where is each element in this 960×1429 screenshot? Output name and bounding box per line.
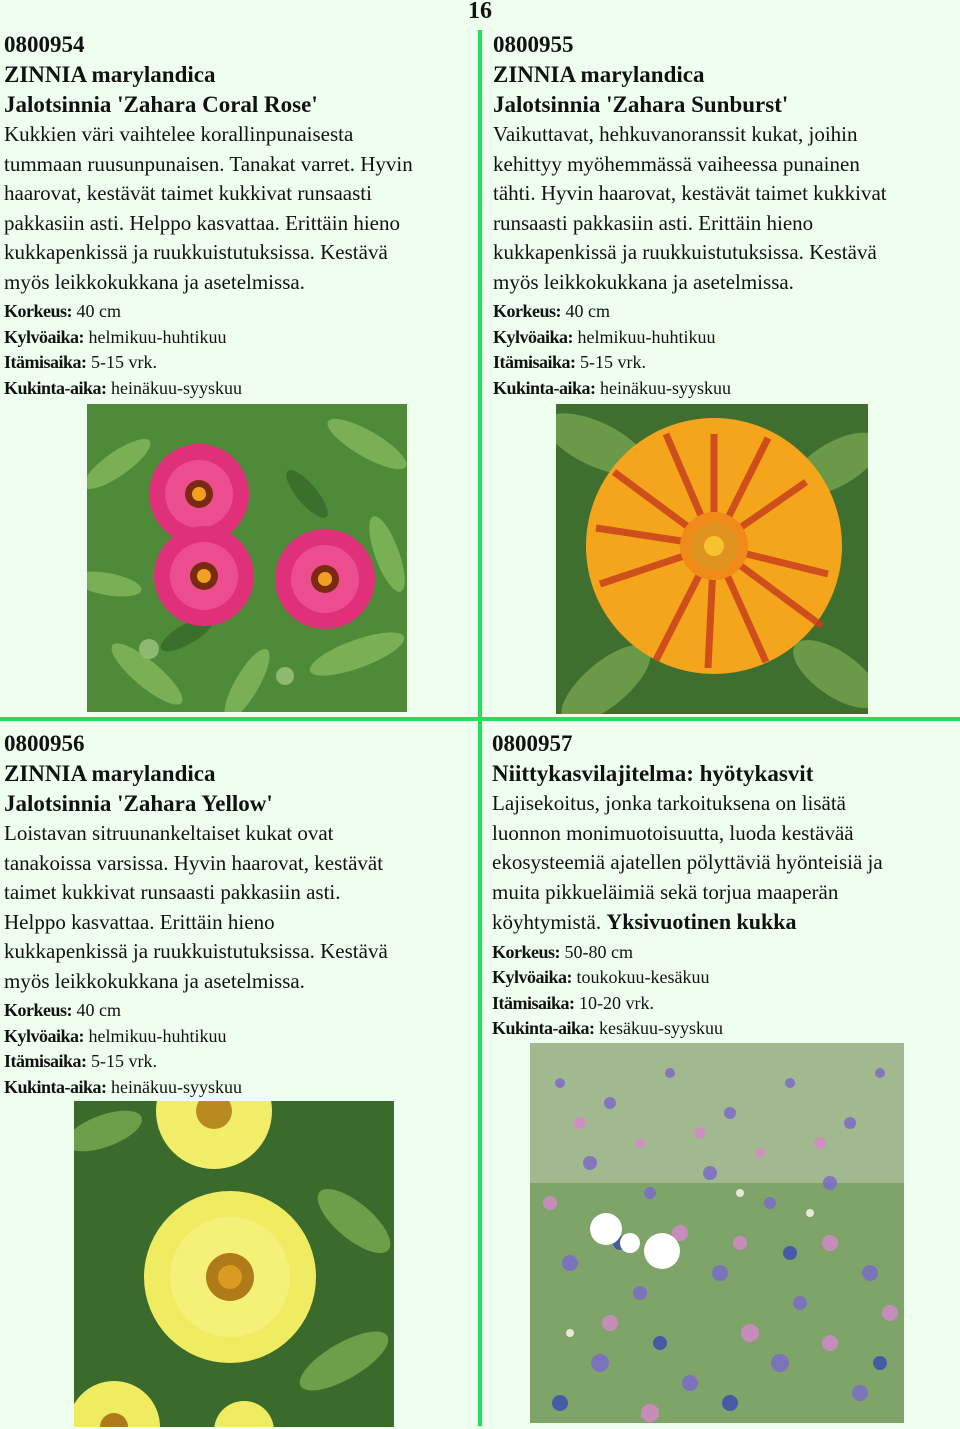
product-description: Loistavan sitruunankeltaiset kukat ovat tanakoissa varsissa. Hyvin haarovat, kestävät taimet kukkivat runsaasti pakkasiin asti. Helppo kasvattaa. Erittäin hieno kukkapenkissä ja ruukkuistutuksissa. Kestävä myös leikkokukkana ja asetelmissa. — [4, 821, 388, 993]
product-code: 0800954 — [4, 32, 85, 57]
product-card-0800955 — [493, 30, 960, 401]
spec-label: Kylvöaika: — [4, 1025, 85, 1046]
product-code: 0800957 — [492, 731, 573, 756]
spec-value: 50-80 cm — [560, 941, 633, 962]
product-card-0800957 — [492, 729, 960, 1042]
spec-value: 40 cm — [72, 1000, 121, 1020]
spec-list — [492, 940, 960, 1042]
spec-list — [4, 299, 474, 401]
spec-list — [493, 299, 960, 401]
spec-value: 10-20 vrk. — [574, 992, 655, 1013]
spec-label: Kukinta-aika: — [492, 1018, 595, 1038]
spec-sowing-time — [493, 325, 960, 351]
photo-zahara-yellow — [74, 1101, 394, 1427]
product-name: Jalotsinnia 'Zahara Sunburst' — [493, 92, 789, 117]
photo-wildflower-meadow — [530, 1043, 904, 1423]
product-card-0800954 — [4, 30, 474, 401]
product-card-0800956 — [4, 729, 474, 1100]
spec-label: Korkeus: — [492, 941, 560, 962]
spec-label: Itämisaika: — [4, 352, 87, 372]
spec-flowering-time — [4, 1075, 474, 1101]
spec-label: Kylvöaika: — [4, 326, 85, 347]
spec-flowering-time — [493, 376, 960, 402]
spec-height — [4, 998, 474, 1024]
spec-label: Kylvöaika: — [493, 326, 574, 347]
photo-zahara-sunburst — [556, 404, 868, 714]
spec-value: heinäkuu-syyskuu — [106, 1076, 243, 1097]
spec-value: 5-15 vrk. — [86, 352, 158, 372]
spec-value: helmikuu-huhtikuu — [84, 326, 227, 347]
spec-label: Korkeus: — [4, 301, 72, 321]
product-description — [492, 789, 960, 938]
spec-height — [4, 299, 474, 325]
spec-flowering-time — [4, 376, 474, 402]
product-genus: ZINNIA marylandica — [4, 761, 216, 786]
spec-value: helmikuu-huhtikuu — [573, 326, 716, 347]
horizontal-divider — [0, 717, 960, 721]
page-number: 16 — [468, 0, 492, 24]
spec-label: Korkeus: — [4, 1000, 72, 1020]
spec-label: Kylvöaika: — [492, 967, 573, 987]
spec-label: Itämisaika: — [492, 992, 575, 1013]
spec-height — [493, 299, 960, 325]
spec-germination-time — [4, 350, 474, 376]
product-name: Jalotsinnia 'Zahara Coral Rose' — [4, 92, 318, 117]
spec-sowing-time — [4, 1024, 474, 1050]
spec-value: 5-15 vrk. — [86, 1051, 158, 1071]
spec-value: heinäkuu-syyskuu — [595, 377, 732, 398]
spec-label: Kukinta-aika: — [4, 1076, 107, 1097]
product-description: Vaikuttavat, hehkuvanoranssit kukat, joihin kehittyy myöhemmässä vaiheessa punainen tähti. Hyvin haarovat, kestävät taimet kukkivat runsaasti pakkasiin asti. Erittäin hieno kukkapenkissä ja ruukkuistutuksissa. Kestävä myös leikkokukkana ja asetelmissa. — [493, 122, 887, 294]
description-text: Lajisekoitus, jonka tarkoituksena on lisätä luonnon monimuotoisuutta, luoda kestävää ekosysteemiä ajatellen pölyttäviä hyönteisiä ja muita pikkueläimiä sekä torjua maaperän köyhtymistä. — [492, 791, 883, 934]
product-description: Kukkien väri vaihtelee korallinpunaisesta tummaan ruusunpunaisen. Tanakat varret. Hyvin haarovat, kestävät taimet kukkivat runsaasti pakkasiin asti. Helppo kasvattaa. Erittäin hieno kukkapenkissä ja ruukkuistutuksissa. Kestävä myös leikkokukkana ja asetelmissa. — [4, 122, 413, 294]
spec-label: Kukinta-aika: — [4, 377, 107, 398]
spec-flowering-time — [492, 1016, 960, 1042]
spec-value: 5-15 vrk. — [575, 352, 647, 372]
product-code: 0800955 — [493, 32, 574, 57]
spec-list — [4, 998, 474, 1100]
spec-label: Kukinta-aika: — [493, 377, 596, 398]
spec-sowing-time — [4, 325, 474, 351]
spec-value: toukokuu-kesäkuu — [572, 967, 710, 987]
product-genus: ZINNIA marylandica — [4, 62, 216, 87]
spec-sowing-time — [492, 965, 960, 991]
product-genus: ZINNIA marylandica — [493, 62, 705, 87]
photo-zahara-coral-rose — [87, 404, 407, 712]
spec-germination-time — [493, 350, 960, 376]
spec-value: 40 cm — [561, 301, 610, 321]
annual-flower-label: Yksivuotinen kukka — [606, 909, 797, 934]
product-code: 0800956 — [4, 731, 85, 756]
spec-label: Itämisaika: — [4, 1051, 87, 1071]
spec-value: 40 cm — [72, 301, 121, 321]
spec-germination-time — [492, 991, 960, 1017]
spec-value: heinäkuu-syyskuu — [106, 377, 243, 398]
product-name: Jalotsinnia 'Zahara Yellow' — [4, 791, 273, 816]
spec-height — [492, 940, 960, 966]
vertical-divider — [478, 30, 482, 1426]
product-genus: Niittykasvilajitelma: hyötykasvit — [492, 761, 814, 786]
spec-germination-time — [4, 1049, 474, 1075]
spec-value: helmikuu-huhtikuu — [84, 1025, 227, 1046]
spec-value: kesäkuu-syyskuu — [594, 1018, 724, 1038]
spec-label: Itämisaika: — [493, 352, 576, 372]
spec-label: Korkeus: — [493, 301, 561, 321]
